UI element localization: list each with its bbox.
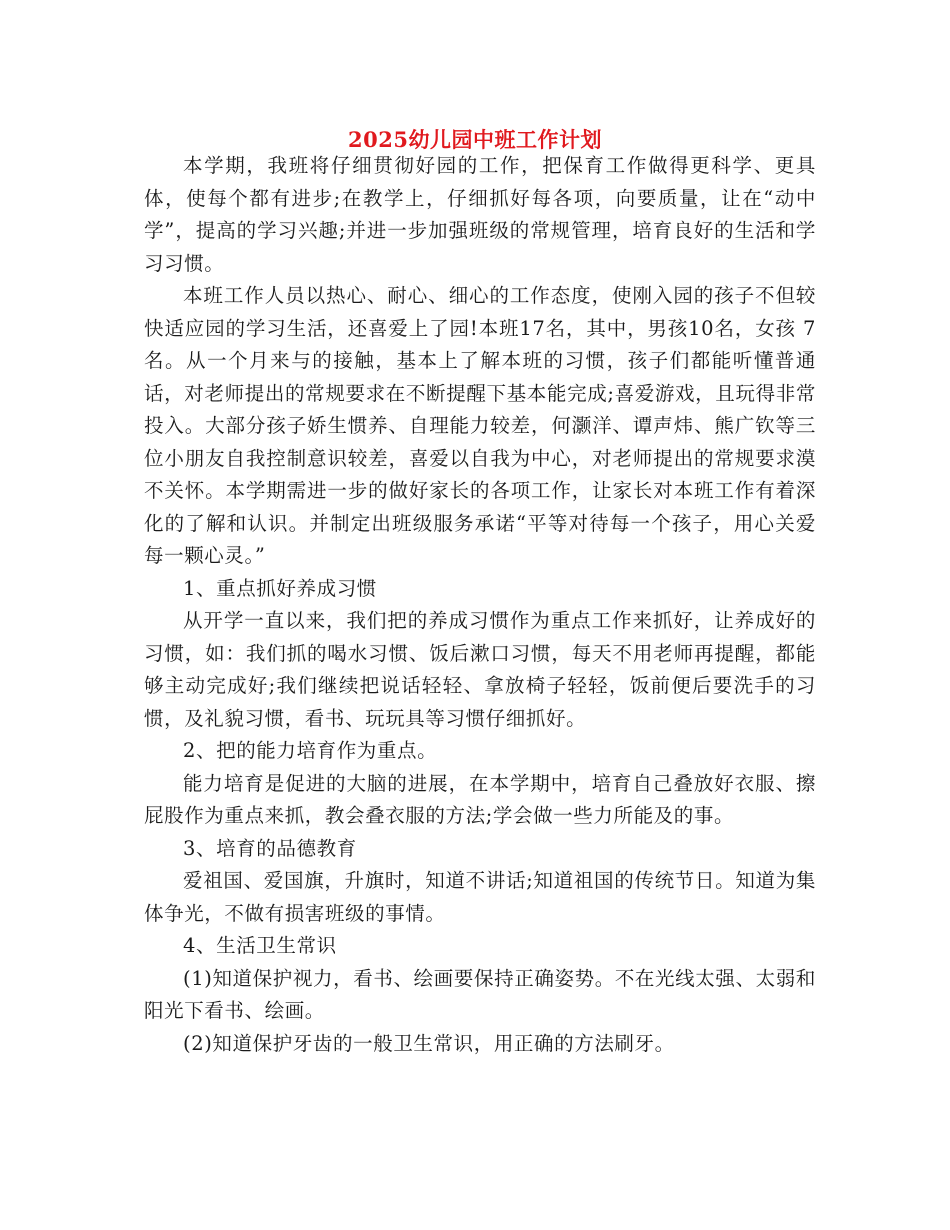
paragraph-habits: 从开学一直以来，我们把的养成习惯作为重点工作来抓好，让养成好的习惯，如：我们抓的喝水习惯、饭后漱口习惯，每天不用老师再提醒，都能够主动完成好;我们继续把说话轻轻、拿放椅子轻轻，饭前便后要洗手的习惯，及礼貌习惯，看书、玩玩具等习惯仔细抓好。 — [144, 609, 816, 730]
document-body — [144, 150, 816, 1060]
paragraph-intro: 本学期，我班将仔细贯彻好园的工作，把保育工作做得更科学、更具体，使每个都有进步;在教学上，仔细抓好每各项，向要质量，让在“动中学”，提高的学习兴趣;并进一步加强班级的常规管理，培育良好的生活和学习习惯。 — [144, 154, 816, 275]
list-item-vision: (1)知道保护视力，看书、绘画要保持正确姿势。不在光线太强、太弱和阳光下看书、绘画。 — [144, 966, 816, 1022]
section-heading-hygiene: 4、生活卫生常识 — [183, 934, 337, 957]
page-title: 2025幼儿园中班工作计划 — [348, 127, 602, 153]
section-heading-ability: 2、把的能力培育作为重点。 — [183, 739, 438, 762]
paragraph-ability: 能力培育是促进的大脑的进展，在本学期中，培育自己叠放好衣服、擦屁股作为重点来抓，教会叠衣服的方法;学会做一些力所能及的事。 — [144, 771, 816, 827]
paragraph-morals: 爱祖国、爱国旗，升旗时，知道不讲话;知道祖国的传统节日。知道为集体争光，不做有损害班级的事情。 — [144, 869, 816, 925]
list-item-teeth: (2)知道保护牙齿的一般卫生常识，用正确的方法刷牙。 — [183, 1031, 675, 1055]
paragraph-class-situation: 本班工作人员以热心、耐心、细心的工作态度，使刚入园的孩子不但较快适应园的学习生活，还喜爱上了园!本班17名，其中，男孩10名，女孩 7名。从一个月来与的接触，基本上了解本班的习惯，孩子们都能听懂普通话，对老师提出的常规要求在不断提醒下基本能完成;喜爱游戏，且玩得非常投入。大部分孩子娇生惯养、自理能力较差，何灏洋、谭声炜、熊广钦等三位小朋友自我控制意识较差，喜爱以自我为中心，对老师提出的常规要求漠不关怀。本学期需进一步的做好家长的各项工作，让家长对本班工作有着深化的了解和认识。并制定出班级服务承诺“平等对待每一个孩子，用心关爱每一颗心灵。” — [144, 284, 816, 567]
section-heading-habits: 1、重点抓好养成习惯 — [183, 576, 377, 600]
section-heading-morals: 3、培育的品德教育 — [183, 836, 357, 860]
